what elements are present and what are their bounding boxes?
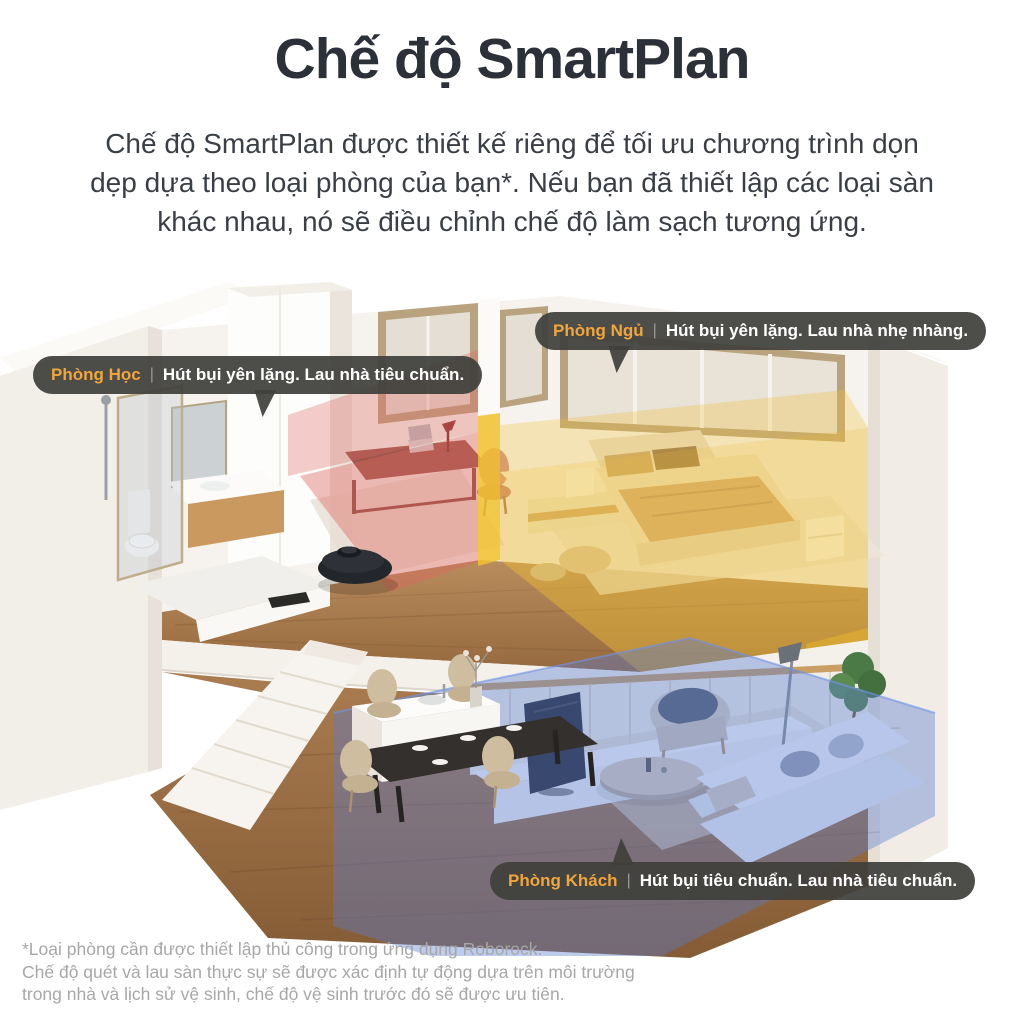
subtitle-line-2: dẹp dựa theo loại phòng của bạn*. Nếu bạn đã thiết lập các loại sàn [90,167,934,198]
page-subtitle [0,124,1024,241]
footnote [22,938,635,1006]
room-description: Hút bụi yên lặng. Lau nhà nhẹ nhàng. [665,321,969,340]
room-label-study [33,356,482,394]
label-divider: | [652,322,657,339]
subtitle-line-1: Chế độ SmartPlan được thiết kế riêng để tối ưu chương trình dọn [105,128,919,159]
room-label-living [490,862,975,900]
footnote-line-3: trong nhà và lịch sử vệ sinh, chế độ vệ sinh trước đó sẽ được ưu tiên. [22,984,565,1004]
room-description: Hút bụi tiêu chuẩn. Lau nhà tiêu chuẩn. [639,871,958,890]
room-name: Phòng Học [51,365,141,384]
subtitle-line-3: khác nhau, nó sẽ điều chỉnh chế độ làm sạch tương ứng. [157,206,867,237]
room-name: Phòng Khách [508,871,618,890]
label-divider: | [626,872,631,889]
label-divider: | [149,366,154,383]
room-description: Hút bụi yên lặng. Lau nhà tiêu chuẩn. [162,365,465,384]
room-name: Phòng Ngủ [553,321,644,340]
bedroom-overlay-edge [478,413,500,566]
page-title: Chế độ SmartPlan [274,27,750,91]
label-pointer-living [608,838,634,865]
footnote-line-1: *Loại phòng cần được thiết lập thủ công trong ứng dụng Roborock. [22,939,543,959]
footnote-line-2: Chế độ quét và lau sàn thực sự sẽ được xác định tự động dựa trên môi trường [22,961,635,982]
room-label-bedroom [535,312,986,350]
